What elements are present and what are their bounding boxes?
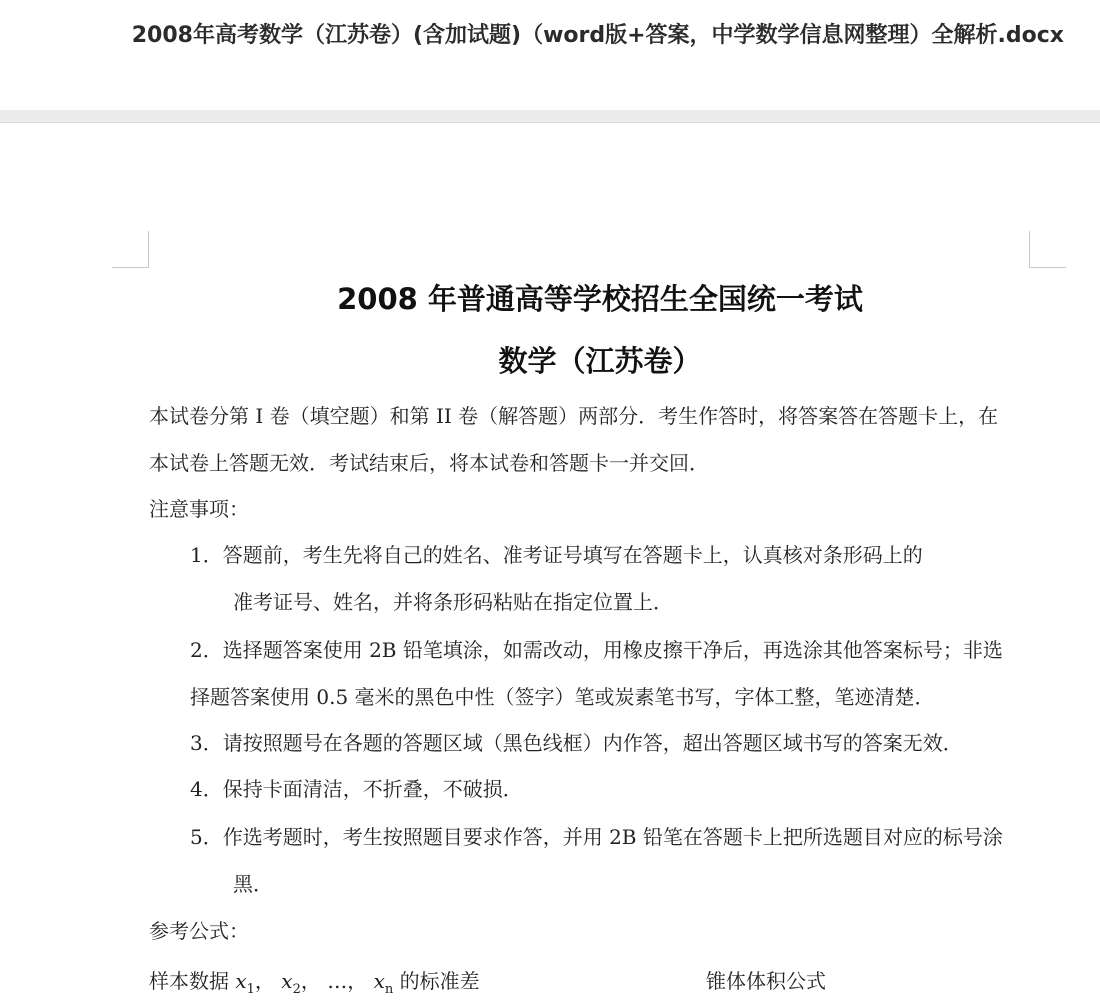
note-1-line-1: 1．答题前，考生先将自己的姓名、准考证号填写在答题卡上，认真核对条形码上的 <box>190 543 923 567</box>
note-2-line-2: 择题答案使用 0.5 毫米的黑色中性（签字）笔或炭素笔书写，字体工整，笔迹清楚． <box>190 685 935 709</box>
note-4: 4．保持卡面清洁，不折叠，不破损． <box>190 777 523 801</box>
exam-heading: 2008 年普通高等学校招生全国统一考试 <box>337 282 863 316</box>
formula-var-x2: x <box>281 969 293 993</box>
formula-sub-2: 2 <box>292 982 301 997</box>
document-page[interactable] <box>0 123 1100 997</box>
margin-corner-top-left <box>112 231 149 268</box>
formula-sub-1: 1 <box>246 982 255 997</box>
formula-line <box>149 967 1049 1004</box>
document-title: 2008年高考数学（江苏卷）(含加试题)（word版+答案，中学数学信息网整理）全解析.docx <box>131 23 1064 48</box>
formula-left-suffix: 的标准差 <box>393 969 480 993</box>
note-5-line-1: 5．作选考题时，考生按照题目要求作答，并用 2B 铅笔在答题卡上把所选题目对应的标号涂 <box>190 825 1003 849</box>
formula-var-xn: x <box>373 969 385 993</box>
formula-var-x1: x <box>235 969 247 993</box>
note-2-line-1: 2．选择题答案使用 2B 铅笔填涂，如需改动，用橡皮擦干净后，再选涂其他答案标号；非选 <box>190 638 1003 662</box>
notes-heading: 注意事项： <box>149 497 249 521</box>
intro-text-line-1: 本试卷分第 I 卷（填空题）和第 II 卷（解答题）两部分．考生作答时，将答案答在答题卡上，在 <box>149 404 999 428</box>
toolbar-separator <box>0 110 1100 123</box>
exam-subheading: 数学（江苏卷） <box>498 344 702 378</box>
note-3: 3．请按照题号在各题的答题区域（黑色线框）内作答，超出答题区域书写的答案无效． <box>190 731 963 755</box>
formula-heading: 参考公式： <box>149 919 249 943</box>
formula-sub-n: n <box>384 982 394 997</box>
note-1-line-2: 准考证号、姓名，并将条形码粘贴在指定位置上． <box>233 590 673 614</box>
formula-sep-2: ， <box>300 969 321 993</box>
formula-ellipsis: … <box>327 969 348 993</box>
margin-corner-top-right <box>1029 231 1066 268</box>
formula-right: 锥体体积公式 <box>706 969 826 993</box>
formula-sep-1: ， <box>254 969 275 993</box>
note-5-line-2: 黑． <box>233 872 273 896</box>
formula-left-prefix: 样本数据 <box>149 969 229 993</box>
title-bar <box>0 0 1100 110</box>
intro-text-line-2: 本试卷上答题无效．考试结束后，将本试卷和答题卡一并交回． <box>149 451 709 475</box>
formula-sep-3: ， <box>347 969 368 993</box>
